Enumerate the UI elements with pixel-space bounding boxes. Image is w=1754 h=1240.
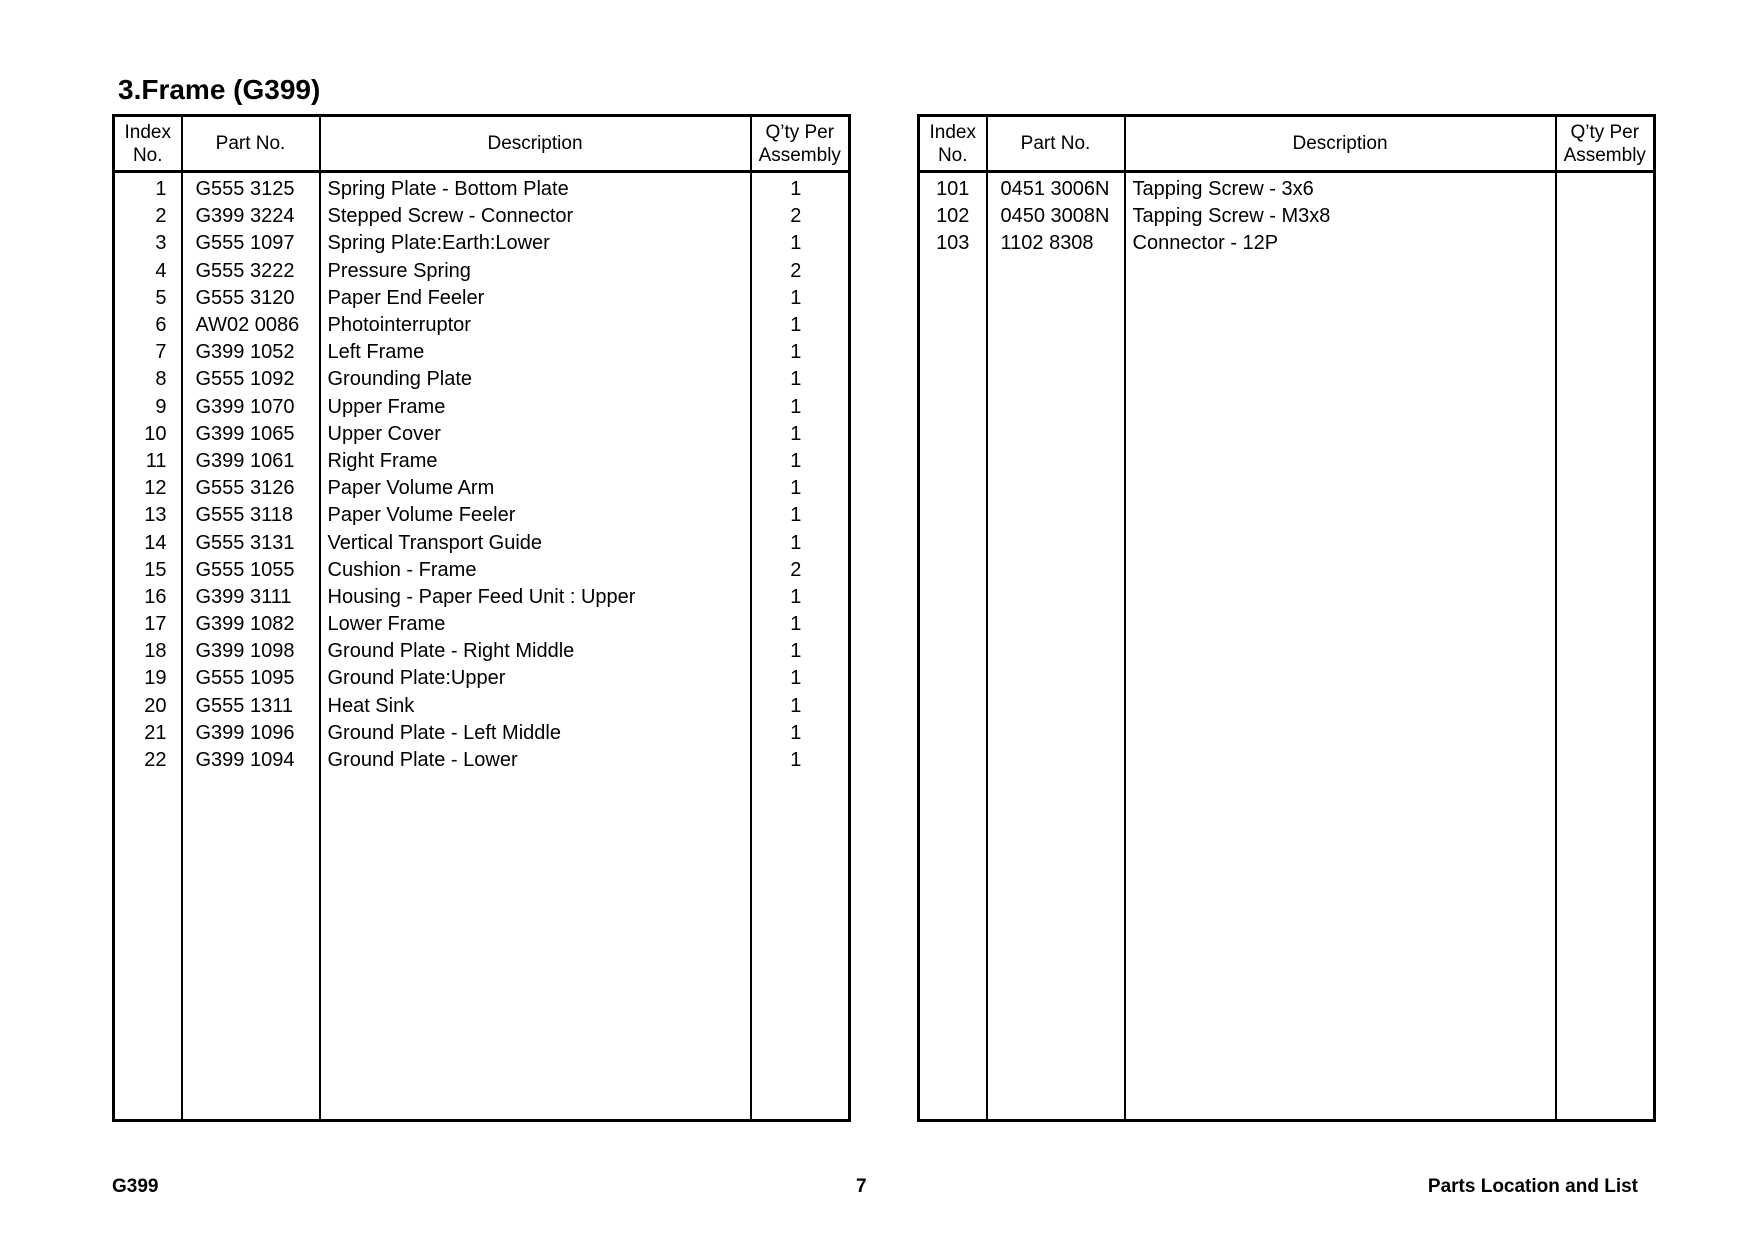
qty-cell: 1 xyxy=(751,502,850,529)
table-row xyxy=(114,312,850,339)
index-cell: 19 xyxy=(114,665,182,692)
qty-cell: 1 xyxy=(751,584,850,611)
qty-cell: 1 xyxy=(751,394,850,421)
index-cell: 20 xyxy=(114,693,182,720)
qty-cell: 1 xyxy=(751,448,850,475)
part-no-cell: G555 3131 xyxy=(182,529,320,556)
table-row xyxy=(919,230,1655,257)
header-index xyxy=(114,116,182,172)
header-index xyxy=(919,116,987,172)
index-cell: 102 xyxy=(919,203,987,230)
index-cell: 14 xyxy=(114,529,182,556)
index-cell: 3 xyxy=(114,230,182,257)
qty-cell: 1 xyxy=(751,339,850,366)
part-no-cell: 0451 3006N xyxy=(987,172,1125,204)
qty-cell: 1 xyxy=(751,693,850,720)
description-cell: Tapping Screw - 3x6 xyxy=(1125,172,1556,204)
part-no-cell: 1102 8308 xyxy=(987,230,1125,257)
index-cell: 13 xyxy=(114,502,182,529)
description-cell: Paper Volume Arm xyxy=(320,475,751,502)
table-row xyxy=(114,448,850,475)
description-cell: Cushion - Frame xyxy=(320,557,751,584)
table-row xyxy=(114,258,850,285)
header-index-line2: No. xyxy=(937,144,968,166)
parts-table-right xyxy=(917,114,1656,1122)
part-no-cell: G555 1097 xyxy=(182,230,320,257)
part-no-cell: G555 1092 xyxy=(182,366,320,393)
description-cell: Spring Plate:Earth:Lower xyxy=(320,230,751,257)
table-row xyxy=(114,421,850,448)
table-row xyxy=(114,230,850,257)
table-row xyxy=(114,475,850,502)
index-cell: 15 xyxy=(114,557,182,584)
table-row xyxy=(114,502,850,529)
index-cell: 17 xyxy=(114,611,182,638)
description-cell: Upper Frame xyxy=(320,394,751,421)
table-row xyxy=(114,172,850,204)
index-cell: 101 xyxy=(919,172,987,204)
qty-cell xyxy=(1556,230,1655,257)
empty-cell xyxy=(919,258,987,1121)
description-cell: Vertical Transport Guide xyxy=(320,529,751,556)
description-cell: Photointerruptor xyxy=(320,312,751,339)
qty-cell: 1 xyxy=(751,312,850,339)
qty-cell: 1 xyxy=(751,638,850,665)
index-cell: 7 xyxy=(114,339,182,366)
empty-cell xyxy=(114,774,182,1120)
qty-cell: 1 xyxy=(751,230,850,257)
table-row xyxy=(114,557,850,584)
part-no-cell: G399 1052 xyxy=(182,339,320,366)
qty-cell: 1 xyxy=(751,421,850,448)
qty-cell: 2 xyxy=(751,557,850,584)
part-no-cell: G399 1061 xyxy=(182,448,320,475)
description-cell: Connector - 12P xyxy=(1125,230,1556,257)
index-cell: 6 xyxy=(114,312,182,339)
table-header-row xyxy=(919,116,1655,172)
index-cell: 9 xyxy=(114,394,182,421)
part-no-cell: G399 1065 xyxy=(182,421,320,448)
table-row xyxy=(114,339,850,366)
index-cell: 11 xyxy=(114,448,182,475)
empty-cell xyxy=(751,774,850,1120)
description-cell: Spring Plate - Bottom Plate xyxy=(320,172,751,204)
header-description: Description xyxy=(320,116,751,172)
part-no-cell: G555 1311 xyxy=(182,693,320,720)
header-part-no: Part No. xyxy=(182,116,320,172)
qty-cell: 1 xyxy=(751,665,850,692)
part-no-cell: G399 1096 xyxy=(182,720,320,747)
header-qty xyxy=(1556,116,1655,172)
description-cell: Pressure Spring xyxy=(320,258,751,285)
index-cell: 8 xyxy=(114,366,182,393)
qty-cell: 2 xyxy=(751,258,850,285)
footer-section-title: Parts Location and List xyxy=(1427,1176,1638,1197)
index-cell: 22 xyxy=(114,747,182,774)
part-no-cell: G399 1082 xyxy=(182,611,320,638)
table-row xyxy=(919,172,1655,204)
parts-table-left-body xyxy=(114,172,850,1121)
part-no-cell: G555 1095 xyxy=(182,665,320,692)
description-cell: Stepped Screw - Connector xyxy=(320,203,751,230)
table-row xyxy=(114,285,850,312)
header-qty-line1: Q’ty Per xyxy=(765,121,835,143)
qty-cell: 1 xyxy=(751,611,850,638)
description-cell: Paper Volume Feeler xyxy=(320,502,751,529)
qty-cell xyxy=(1556,172,1655,204)
table-row xyxy=(114,203,850,230)
part-no-cell: G399 3111 xyxy=(182,584,320,611)
table-header-row xyxy=(114,116,850,172)
part-no-cell: G555 3120 xyxy=(182,285,320,312)
empty-cell xyxy=(1125,258,1556,1121)
part-no-cell: 0450 3008N xyxy=(987,203,1125,230)
qty-cell: 2 xyxy=(751,203,850,230)
index-cell: 10 xyxy=(114,421,182,448)
index-cell: 12 xyxy=(114,475,182,502)
description-cell: Heat Sink xyxy=(320,693,751,720)
description-cell: Ground Plate - Lower xyxy=(320,747,751,774)
description-cell: Ground Plate - Left Middle xyxy=(320,720,751,747)
table-row xyxy=(114,584,850,611)
table-row xyxy=(114,638,850,665)
qty-cell xyxy=(1556,203,1655,230)
header-index-line1: Index xyxy=(929,121,976,143)
index-cell: 1 xyxy=(114,172,182,204)
empty-cell xyxy=(182,774,320,1120)
header-index-line1: Index xyxy=(124,121,171,143)
parts-table-right-body xyxy=(919,172,1655,1121)
index-cell: 21 xyxy=(114,720,182,747)
footer-page-number: 7 xyxy=(856,1176,867,1197)
part-no-cell: G555 3126 xyxy=(182,475,320,502)
part-no-cell: G399 1094 xyxy=(182,747,320,774)
header-index-line2: No. xyxy=(132,144,163,166)
table-row xyxy=(114,611,850,638)
qty-cell: 1 xyxy=(751,529,850,556)
part-no-cell: G555 3118 xyxy=(182,502,320,529)
description-cell: Left Frame xyxy=(320,339,751,366)
empty-cell xyxy=(987,258,1125,1121)
header-qty-line1: Q’ty Per xyxy=(1570,121,1640,143)
header-qty-line2: Assembly xyxy=(1563,144,1646,166)
qty-cell: 1 xyxy=(751,172,850,204)
header-qty-line2: Assembly xyxy=(758,144,841,166)
description-cell: Lower Frame xyxy=(320,611,751,638)
part-no-cell: G399 1098 xyxy=(182,638,320,665)
description-cell: Tapping Screw - M3x8 xyxy=(1125,203,1556,230)
index-cell: 5 xyxy=(114,285,182,312)
header-qty xyxy=(751,116,850,172)
part-no-cell: G555 1055 xyxy=(182,557,320,584)
parts-table-left xyxy=(112,114,851,1122)
description-cell: Upper Cover xyxy=(320,421,751,448)
table-row xyxy=(114,747,850,774)
header-part-no: Part No. xyxy=(987,116,1125,172)
table-filler-row xyxy=(919,258,1655,1121)
description-cell: Ground Plate:Upper xyxy=(320,665,751,692)
description-cell: Ground Plate - Right Middle xyxy=(320,638,751,665)
table-row xyxy=(114,394,850,421)
empty-cell xyxy=(1556,258,1655,1121)
part-no-cell: G399 1070 xyxy=(182,394,320,421)
part-no-cell: G555 3222 xyxy=(182,258,320,285)
part-no-cell: AW02 0086 xyxy=(182,312,320,339)
page-title: 3.Frame (G399) xyxy=(118,74,321,105)
index-cell: 4 xyxy=(114,258,182,285)
description-cell: Housing - Paper Feed Unit : Upper xyxy=(320,584,751,611)
table-row xyxy=(114,366,850,393)
table-row xyxy=(919,203,1655,230)
table-row xyxy=(114,529,850,556)
qty-cell: 1 xyxy=(751,366,850,393)
index-cell: 16 xyxy=(114,584,182,611)
index-cell: 18 xyxy=(114,638,182,665)
qty-cell: 1 xyxy=(751,285,850,312)
table-filler-row xyxy=(114,774,850,1120)
footer-model: G399 xyxy=(112,1176,159,1197)
qty-cell: 1 xyxy=(751,475,850,502)
table-row xyxy=(114,665,850,692)
index-cell: 2 xyxy=(114,203,182,230)
empty-cell xyxy=(320,774,751,1120)
table-row xyxy=(114,720,850,747)
table-row xyxy=(114,693,850,720)
part-no-cell: G399 3224 xyxy=(182,203,320,230)
index-cell: 103 xyxy=(919,230,987,257)
qty-cell: 1 xyxy=(751,720,850,747)
header-description: Description xyxy=(1125,116,1556,172)
description-cell: Paper End Feeler xyxy=(320,285,751,312)
description-cell: Right Frame xyxy=(320,448,751,475)
description-cell: Grounding Plate xyxy=(320,366,751,393)
qty-cell: 1 xyxy=(751,747,850,774)
part-no-cell: G555 3125 xyxy=(182,172,320,204)
